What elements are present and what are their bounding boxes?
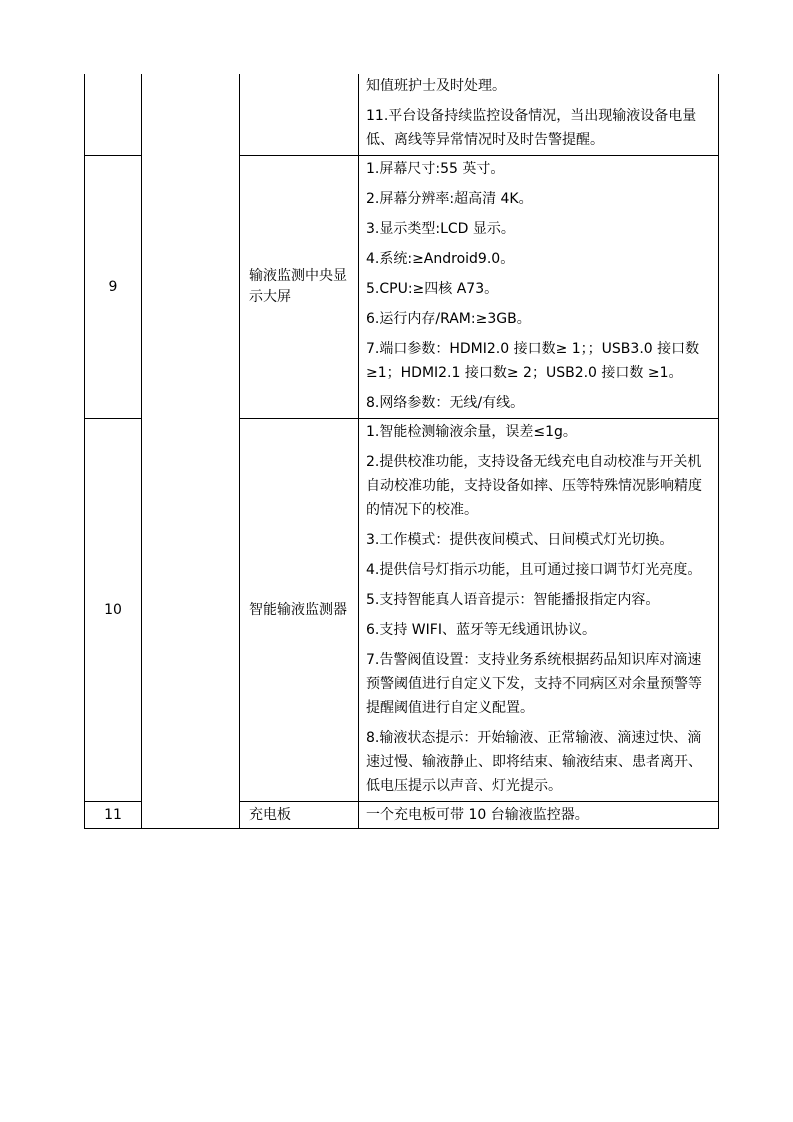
spec-item: 7.端口参数：HDMI2.0 接口数≥ 1；；USB3.0 接口数 ≥1；HDMI2.1 接口数≥ 2；USB2.0 接口数 ≥1。	[366, 341, 700, 381]
spec-item: 11.平台设备持续监控设备情况，当出现输液设备电量低、离线等异常情况时及时告警提醒。	[366, 108, 697, 148]
device-name-cell: 充电板	[240, 802, 359, 829]
device-name-cell	[240, 74, 359, 156]
spec-item: 8.输液状态提示：开始输液、正常输液、滴速过快、滴速过慢、输液静止、即将结束、输液结束、患者离开、低电压提示以声音、灯光提示。	[366, 730, 702, 794]
spec-item: 5.CPU:≥四核 A73。	[366, 281, 499, 297]
table-row	[85, 74, 719, 156]
spec-list-cell	[359, 802, 719, 829]
spec-item: 1.屏幕尺寸:55 英寸。	[366, 161, 505, 177]
spec-item: 6.运行内存/RAM:≥3GB。	[366, 311, 531, 327]
spec-item: 1.智能检测输液余量，误差≤1g。	[366, 424, 577, 440]
spec-item: 4.提供信号灯指示功能，且可通过接口调节灯光亮度。	[366, 562, 702, 578]
spec-item: 4.系统:≥Android9.0。	[366, 251, 515, 267]
spec-item: 3.显示类型:LCD 显示。	[366, 221, 515, 237]
row-index-cell: 9	[85, 156, 142, 419]
merged-blank-cell	[142, 74, 240, 829]
row-index-cell	[85, 74, 142, 156]
spec-item: 8.网络参数：无线/有线。	[366, 395, 525, 411]
spec-table	[84, 74, 719, 829]
spec-item: 2.屏幕分辨率:超高清 4K。	[366, 191, 533, 207]
row-index-cell: 10	[85, 419, 142, 802]
spec-item: 5.支持智能真人语音提示：智能播报指定内容。	[366, 592, 660, 608]
device-name-cell: 输液监测中央显示大屏	[240, 156, 359, 419]
spec-item: 6.支持 WIFI、蓝牙等无线通讯协议。	[366, 622, 596, 638]
spec-list-cell	[359, 156, 719, 419]
device-name-cell: 智能输液监测器	[240, 419, 359, 802]
spec-list-cell	[359, 74, 719, 156]
spec-item: 3.工作模式：提供夜间模式、日间模式灯光切换。	[366, 532, 674, 548]
spec-item: 7.告警阀值设置：支持业务系统根据药品知识库对滴速预警阈值进行自定义下发，支持不同病区对余量预警等提醒阈值进行自定义配置。	[366, 652, 702, 716]
spec-item: 一个充电板可带 10 台输液监控器。	[366, 807, 589, 823]
spec-list-cell	[359, 419, 719, 802]
spec-item: 2.提供校准功能，支持设备无线充电自动校准与开关机自动校准功能，支持设备如摔、压等特殊情况影响精度的情况下的校准。	[366, 454, 702, 518]
spec-item: 知值班护士及时处理。	[366, 78, 506, 94]
row-index-cell: 11	[85, 802, 142, 829]
